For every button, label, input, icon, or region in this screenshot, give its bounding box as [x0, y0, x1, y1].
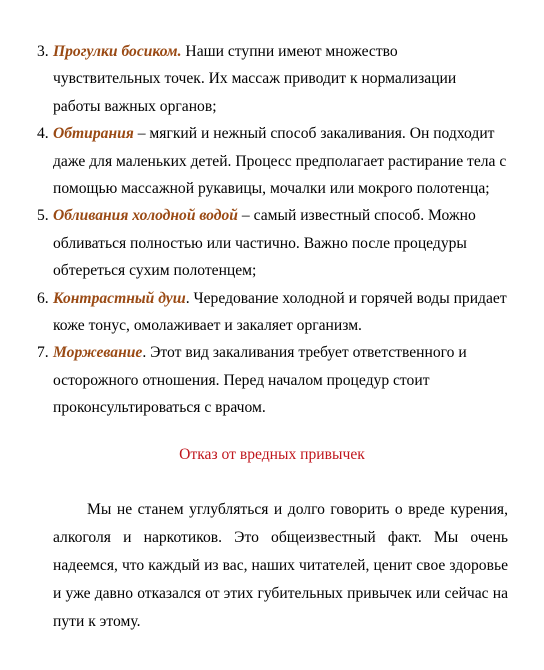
list-item	[37, 120, 507, 202]
hardening-methods-list	[37, 38, 507, 422]
list-item-text: – самый известный способ. Можно обливаться полностью или частично. Важно после процедуры обтереться сухим полотенцем;	[53, 207, 476, 280]
list-item	[37, 339, 507, 421]
list-item	[37, 202, 507, 284]
list-item-term: Моржевание	[53, 344, 143, 362]
list-item-number: 5.	[37, 207, 49, 225]
list-item-text: – мягкий и нежный способ закаливания. Он подходит даже для маленьких детей. Процесс предполагает растирание тела с помощью массажной рукавицы, мочалки или мокрого полотенца;	[53, 125, 507, 198]
list-item-number: 7.	[37, 344, 49, 362]
list-item-term: Контрастный душ	[53, 289, 186, 307]
list-item	[37, 285, 507, 340]
section-heading: Отказ от вредных привычек	[179, 446, 365, 463]
list-item-number: 3.	[37, 43, 49, 60]
list-item-text: . Этот вид закаливания требует ответственного и осторожного отношения. Перед началом процедур стоит проконсультироваться с врачом.	[53, 344, 467, 417]
list-item-text: . Чередование холодной и горячей воды придает коже тонус, омолаживает и закаляет организм.	[53, 289, 507, 335]
list-item-term: Обливания холодной водой	[53, 207, 238, 225]
list-item-number: 6.	[37, 289, 49, 307]
list-item-text: Наши ступни имеют множество чувствительных точек. Их массаж приводит к нормализации работы важных органов;	[53, 43, 457, 115]
list-item-number: 4.	[37, 125, 49, 143]
list-item-term: Прогулки босиком.	[53, 43, 182, 60]
list-item-term: Обтирания	[53, 125, 134, 143]
body-paragraph: Мы не станем углубляться и долго говорить о вреде курения, алкоголя и наркотиков. Это общеизвестный факт. Мы очень надеемся, что каждый из вас, наших читателей, ценит свое здоровье и уже давно отказался от этих губительных привычек или сейчас на пути к этому.	[53, 501, 508, 630]
list-item	[37, 38, 507, 120]
